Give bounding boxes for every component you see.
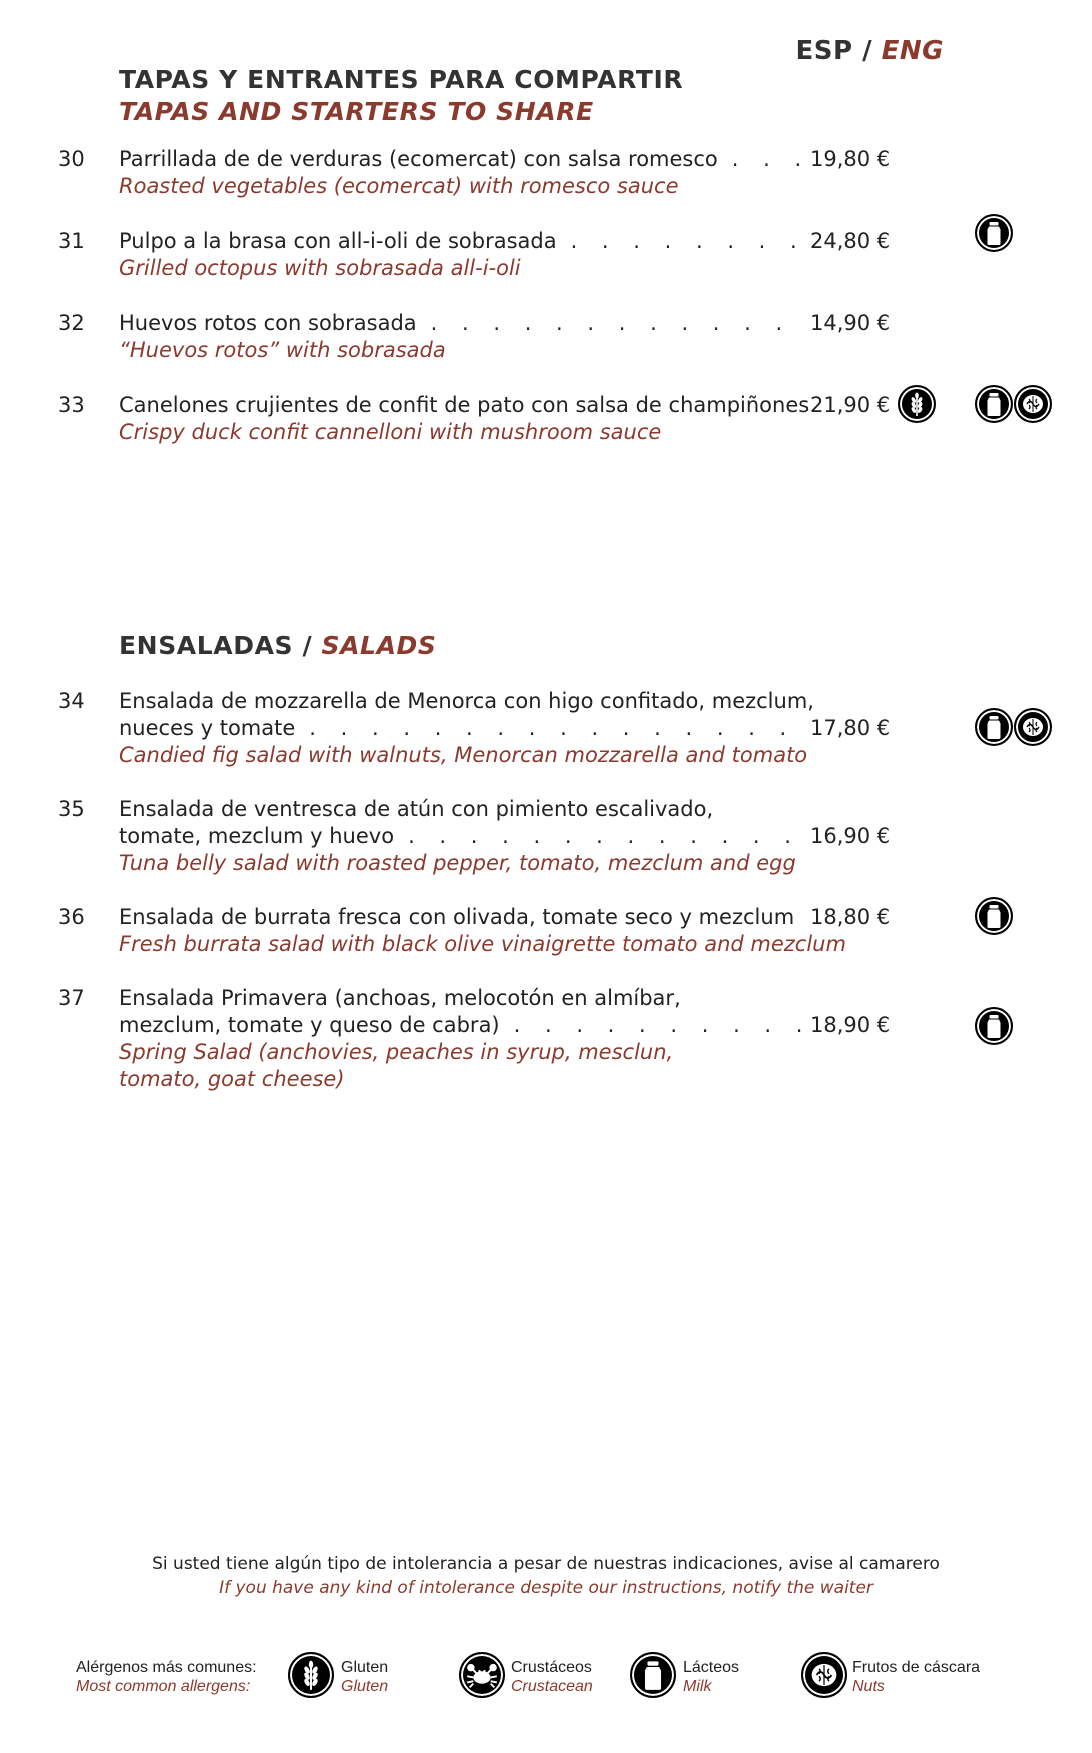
milk-icon [630, 1652, 676, 1698]
item-name-es: Huevos rotos con sobrasada [119, 311, 417, 335]
legend-nuts-label [852, 1658, 980, 1696]
item-price: 14,90 € [810, 311, 891, 335]
section-title-es: TAPAS Y ENTRANTES PARA COMPARTIR [119, 65, 684, 94]
item-name-en: Tuna belly salad with roasted pepper, tomato, mezclum and egg [119, 851, 796, 875]
nuts-icon [1014, 385, 1052, 423]
legend-heading-es: Alérgenos más comunes: [76, 1659, 257, 1676]
item-number: 32 [58, 311, 85, 335]
section-title-es [119, 630, 436, 662]
item-name-en: Spring Salad (anchovies, peaches in syrup, mesclun, [119, 1040, 674, 1064]
item-description [119, 228, 809, 282]
gluten-icon [288, 1652, 334, 1698]
item-name-en: Crispy duck confit cannelloni with mushroom sauce [119, 420, 662, 444]
dot-leader [500, 1012, 809, 1039]
item-name-en: Grilled octopus with sobrasada all-i-oli [119, 256, 521, 280]
section-title-en: SALADS [321, 631, 437, 660]
legend-heading-en: Most common allergens: [76, 1678, 251, 1695]
legend-crustacean-es: Crustáceos [511, 1659, 592, 1676]
section-title-es-text: ENSALADAS [119, 631, 294, 660]
item-description [119, 392, 809, 446]
milk-icon [975, 708, 1013, 746]
nuts-icon [1014, 708, 1052, 746]
legend-milk-es: Lácteos [683, 1659, 740, 1676]
intolerance-notice [0, 1552, 1092, 1600]
nuts-icon [801, 1652, 847, 1698]
item-description [119, 904, 846, 958]
dot-leader [417, 310, 809, 337]
legend-gluten-label [341, 1658, 388, 1696]
item-number: 37 [58, 986, 85, 1010]
item-number: 31 [58, 229, 85, 253]
dot-leader [394, 823, 809, 850]
item-name-es: Ensalada de burrata fresca con olivada, tomate seco y mezclum [119, 905, 795, 929]
item-price: 24,80 € [810, 229, 891, 253]
item-name-en: Roasted vegetables (ecomercat) with romesco sauce [119, 174, 679, 198]
item-number: 34 [58, 689, 85, 713]
item-name-en: “Huevos rotos” with sobrasada [119, 338, 446, 362]
section-title-salads [119, 630, 436, 662]
item-name-en: Fresh burrata salad with black olive vinaigrette tomato and mezclum [119, 932, 846, 956]
legend-milk-label [683, 1658, 739, 1696]
legend-heading [76, 1658, 257, 1696]
item-name-es-line1: Ensalada Primavera (anchoas, melocotón en almíbar, [119, 986, 681, 1010]
item-name-en-line2: tomato, goat cheese) [119, 1067, 345, 1091]
item-name-es: Pulpo a la brasa con all-i-oli de sobrasada [119, 229, 557, 253]
crustacean-icon [459, 1652, 505, 1698]
language-separator: / [852, 36, 882, 66]
item-price: 17,80 € [810, 716, 891, 740]
item-name-es: Parrillada de de verduras (ecomercat) con salsa romesco [119, 147, 718, 171]
item-name-es: mezclum, tomate y queso de cabra) [119, 1013, 500, 1037]
language-en: ENG [881, 36, 944, 66]
item-name-es: Canelones crujientes de confit de pato con salsa de champiñones [119, 393, 810, 417]
legend-crustacean-en: Crustacean [511, 1678, 593, 1695]
legend-gluten-en: Gluten [341, 1678, 389, 1695]
legend-crustacean-label [511, 1658, 593, 1696]
legend-milk-en: Milk [683, 1678, 712, 1695]
item-description [119, 985, 809, 1093]
item-description [119, 688, 814, 769]
legend-nuts-en: Nuts [852, 1678, 885, 1695]
milk-icon [975, 1007, 1013, 1045]
item-price: 19,80 € [810, 147, 891, 171]
dot-leader [295, 715, 809, 742]
section-title-tapas [119, 64, 683, 128]
language-switch [795, 36, 944, 66]
item-number: 30 [58, 147, 85, 171]
gluten-icon [898, 385, 936, 423]
notice-en: If you have any kind of intolerance despite our instructions, notify the waiter [219, 1578, 873, 1598]
item-name-en: Candied fig salad with walnuts, Menorcan mozzarella and tomato [119, 743, 808, 767]
item-description [119, 146, 809, 200]
item-price: 18,80 € [810, 905, 891, 929]
dot-leader [557, 228, 809, 255]
item-price: 16,90 € [810, 824, 891, 848]
item-description [119, 796, 809, 877]
item-name-es: nueces y tomate [119, 716, 296, 740]
item-number: 33 [58, 393, 85, 417]
item-name-es: tomate, mezclum y huevo [119, 824, 395, 848]
item-price: 21,90 € [810, 393, 891, 417]
legend-gluten-es: Gluten [341, 1659, 389, 1676]
language-es: ESP [795, 36, 853, 66]
dot-leader [794, 904, 809, 931]
section-title-separator: / [293, 631, 322, 660]
item-price: 18,90 € [810, 1013, 891, 1037]
allergen-legend [0, 1650, 1092, 1700]
item-name-es-line1: Ensalada de mozzarella de Menorca con higo confitado, mezclum, [119, 689, 814, 713]
section-title-en: TAPAS AND STARTERS TO SHARE [119, 97, 594, 126]
item-name-es-line1: Ensalada de ventresca de atún con pimiento escalivado, [119, 797, 714, 821]
item-number: 36 [58, 905, 85, 929]
milk-icon [975, 897, 1013, 935]
legend-nuts-es: Frutos de cáscara [852, 1659, 981, 1676]
item-description [119, 310, 809, 364]
notice-es: Si usted tiene algún tipo de intolerancia a pesar de nuestras indicaciones, avise al camarero [152, 1554, 940, 1574]
milk-icon [975, 385, 1013, 423]
milk-icon [975, 214, 1013, 252]
dot-leader [718, 146, 809, 173]
item-number: 35 [58, 797, 85, 821]
